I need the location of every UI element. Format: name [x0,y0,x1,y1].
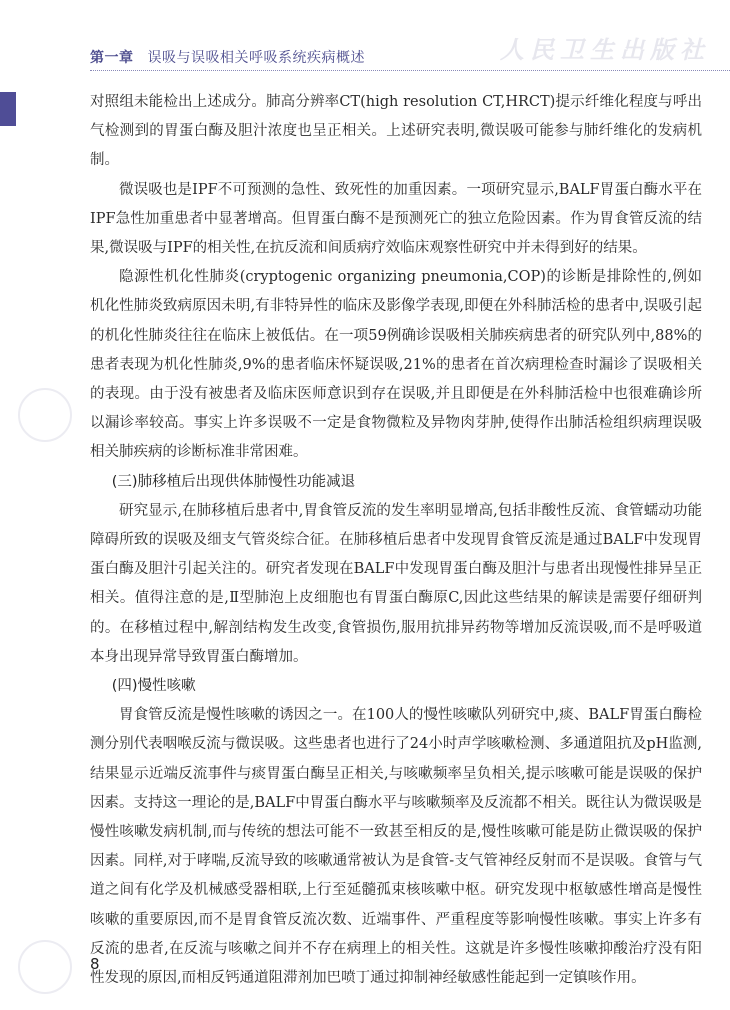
header-title [90,47,365,67]
header-divider [90,70,730,71]
publisher-watermark: 人民卫生出版社 [500,35,710,64]
paragraph: 微误吸也是IPF不可预测的急性、致死性的加重因素。一项研究显示,BALF胃蛋白酶水平在IPF急性加重患者中显著增高。但胃蛋白酶不是预测死亡的独立危险因素。作为胃食管反流的结果,微误吸与IPF的相关性,在抗反流和间质病疗效临床观察性研究中并未得到好的结果。 [90,181,702,257]
paragraph: 对照组未能检出上述成分。肺高分辨率CT(high resolution CT,HRCT)提示纤维化程度与呼出气检测到的胃蛋白酶及胆汁浓度也呈正相关。上述研究表明,微误吸可能参与肺纤维化的发病机制。 [90,94,702,169]
paragraph: 隐源性机化性肺炎(cryptogenic organizing pneumonia,COP)的诊断是排除性的,例如机化性肺炎致病原因未明,有非特异性的临床及影像学表现,即便在外科肺活检的患者中,误吸引起的机化性肺炎往往在临床上被低估。在一项59例确诊误吸相关肺疾病患者的研究队列中,88%的患者表现为机化性肺炎,9%的患者临床怀疑误吸,21%的患者在首次病理检查时漏诊了误吸相关的表现。由于没有被患者及临床医师意识到存在误吸,并且即便是在外科肺活检中也很难确诊所以漏诊率较高。事实上许多误吸不一定是食物微粒及异物肉芽肿,使得作出肺活检组织病理误吸相关肺疾病的诊断标准非常困难。 [90,269,702,461]
running-header [0,0,730,76]
section-heading: (三)肺移植后出现供体肺慢性功能减退 [111,473,356,490]
page-body [90,88,702,993]
paragraph: 胃食管反流是慢性咳嗽的诱因之一。在100人的慢性咳嗽队列研究中,痰、BALF胃蛋白酶检测分别代表咽喉反流与微误吸。这些患者也进行了24小时声学咳嗽检测、多通道阻抗及pH监测,结果显示近端反流事件与痰胃蛋白酶呈正相关,与咳嗽频率呈负相关,提示咳嗽可能是误吸的保护因素。支持这一理论的是,BALF中胃蛋白酶水平与咳嗽频率及反流都不相关。既往认为微误吸是慢性咳嗽发病机制,而与传统的想法可能不一致甚至相反的是,慢性咳嗽可能是防止微误吸的保护因素。同样,对于哮喘,反流导致的咳嗽通常被认为是食管-支气管神经反射而不是误吸。食管与气道之间有化学及机械感受器相联,上行至延髓孤束核咳嗽中枢。研究发现中枢敏感性增高是慢性咳嗽的重要原因,而不是胃食管反流次数、近端事件、严重程度等影响慢性咳嗽。事实上许多有反流的患者,在反流与咳嗽之间并不存在病理上的相关性。这就是许多慢性咳嗽抑酸治疗没有阳性发现的原因,而相反钙通道阻滞剂加巴喷丁通过抑制神经敏感性能起到一定镇咳作用。 [90,707,702,987]
section-heading: (四)慢性咳嗽 [111,678,196,695]
watermark-seal [18,388,72,442]
chapter-side-tab [0,92,16,126]
chapter-title: 误吸与误吸相关呼吸系统疾病概述 [147,50,365,66]
page-number: 8 [90,955,100,973]
paragraph: 研究显示,在肺移植后患者中,胃食管反流的发生率明显增高,包括非酸性反流、食管蠕动功能障碍所致的误吸及细支气管炎综合征。在肺移植后患者中发现胃食管反流是通过BALF中发现胃蛋白酶及胆汁引起关注的。研究者发现在BALF中发现胃蛋白酶及胆汁与患者出现慢性排异呈正相关。值得注意的是,Ⅱ型肺泡上皮细胞也有胃蛋白酶原C,因此这些结果的解读是需要仔细研判的。在移植过程中,解剖结构发生改变,食管损伤,服用抗排异药物等增加反流误吸,而不是呼吸道本身出现异常导致胃蛋白酶增加。 [90,502,702,665]
watermark-seal [18,940,72,994]
chapter-label: 第一章 [90,50,134,66]
